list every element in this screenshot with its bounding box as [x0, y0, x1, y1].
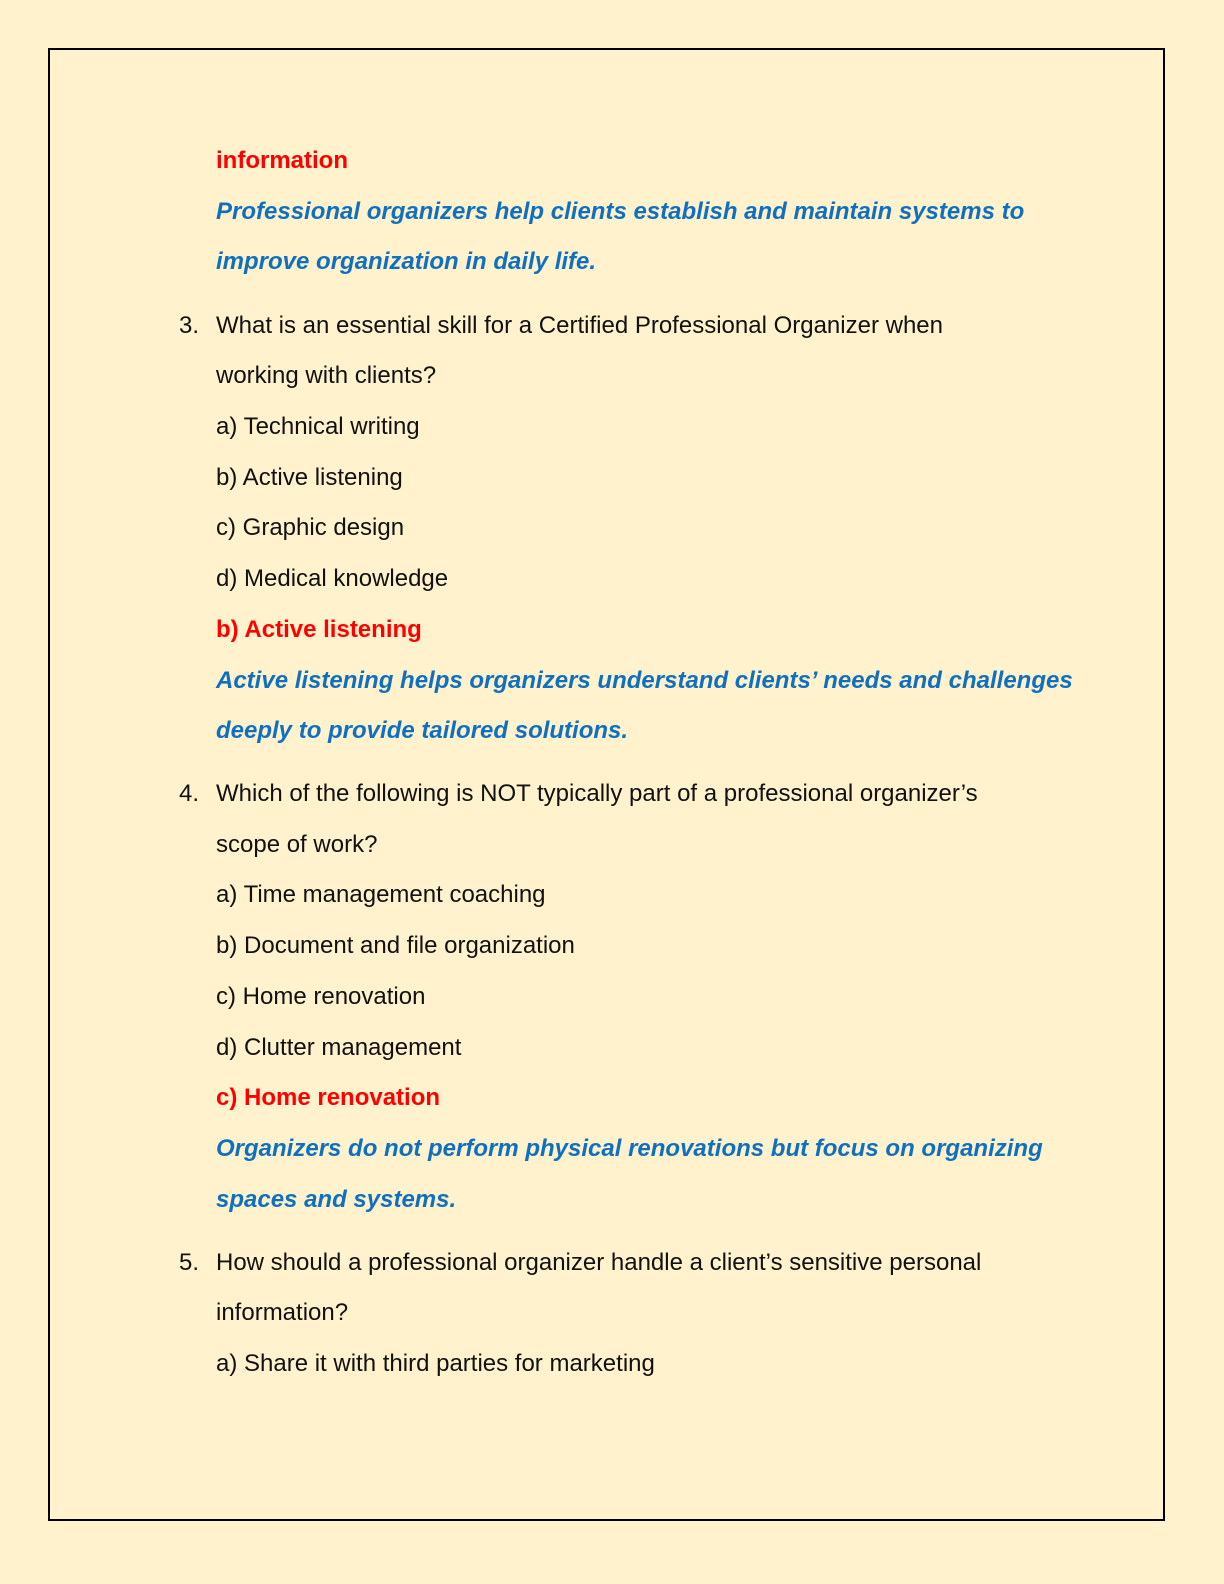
- question-4-number: 4.: [179, 780, 200, 807]
- question-3-text-line-2: working with clients?: [216, 362, 437, 389]
- question-3-explanation-line-1: Active listening helps organizers understand clients’ needs and challenges: [216, 667, 1073, 694]
- question-5-option-a: a) Share it with third parties for marketing: [216, 1350, 655, 1377]
- question-5-text-line-2: information?: [216, 1299, 349, 1326]
- question-5-text-line-1: How should a professional organizer handle a client’s sensitive personal: [216, 1249, 982, 1276]
- explanation-carryover-line-1: Professional organizers help clients establish and maintain systems to: [216, 198, 1025, 225]
- question-3-number: 3.: [179, 312, 200, 339]
- question-4-text-line-1: Which of the following is NOT typically part of a professional organizer’s: [216, 780, 978, 807]
- answer-carryover: information: [216, 147, 348, 174]
- question-4-option-d: d) Clutter management: [216, 1034, 462, 1061]
- question-4-text-line-2: scope of work?: [216, 831, 378, 858]
- question-3-explanation-line-2: deeply to provide tailored solutions.: [216, 717, 629, 744]
- question-3-text-line-1: What is an essential skill for a Certified Professional Organizer when: [216, 312, 943, 339]
- question-3-answer: b) Active listening: [216, 616, 422, 643]
- explanation-carryover-line-2: improve organization in daily life.: [216, 248, 597, 275]
- question-4-explanation-line-2: spaces and systems.: [216, 1186, 457, 1213]
- question-4-option-b: b) Document and file organization: [216, 932, 575, 959]
- question-3-option-c: c) Graphic design: [216, 514, 405, 541]
- question-3-option-d: d) Medical knowledge: [216, 565, 449, 592]
- question-4-option-a: a) Time management coaching: [216, 881, 546, 908]
- question-4-option-c: c) Home renovation: [216, 983, 426, 1010]
- question-4-explanation-line-1: Organizers do not perform physical renovations but focus on organizing: [216, 1135, 1043, 1162]
- question-5-number: 5.: [179, 1249, 200, 1276]
- question-3-option-a: a) Technical writing: [216, 413, 420, 440]
- question-3-option-b: b) Active listening: [216, 464, 403, 491]
- question-4-answer: c) Home renovation: [216, 1084, 441, 1111]
